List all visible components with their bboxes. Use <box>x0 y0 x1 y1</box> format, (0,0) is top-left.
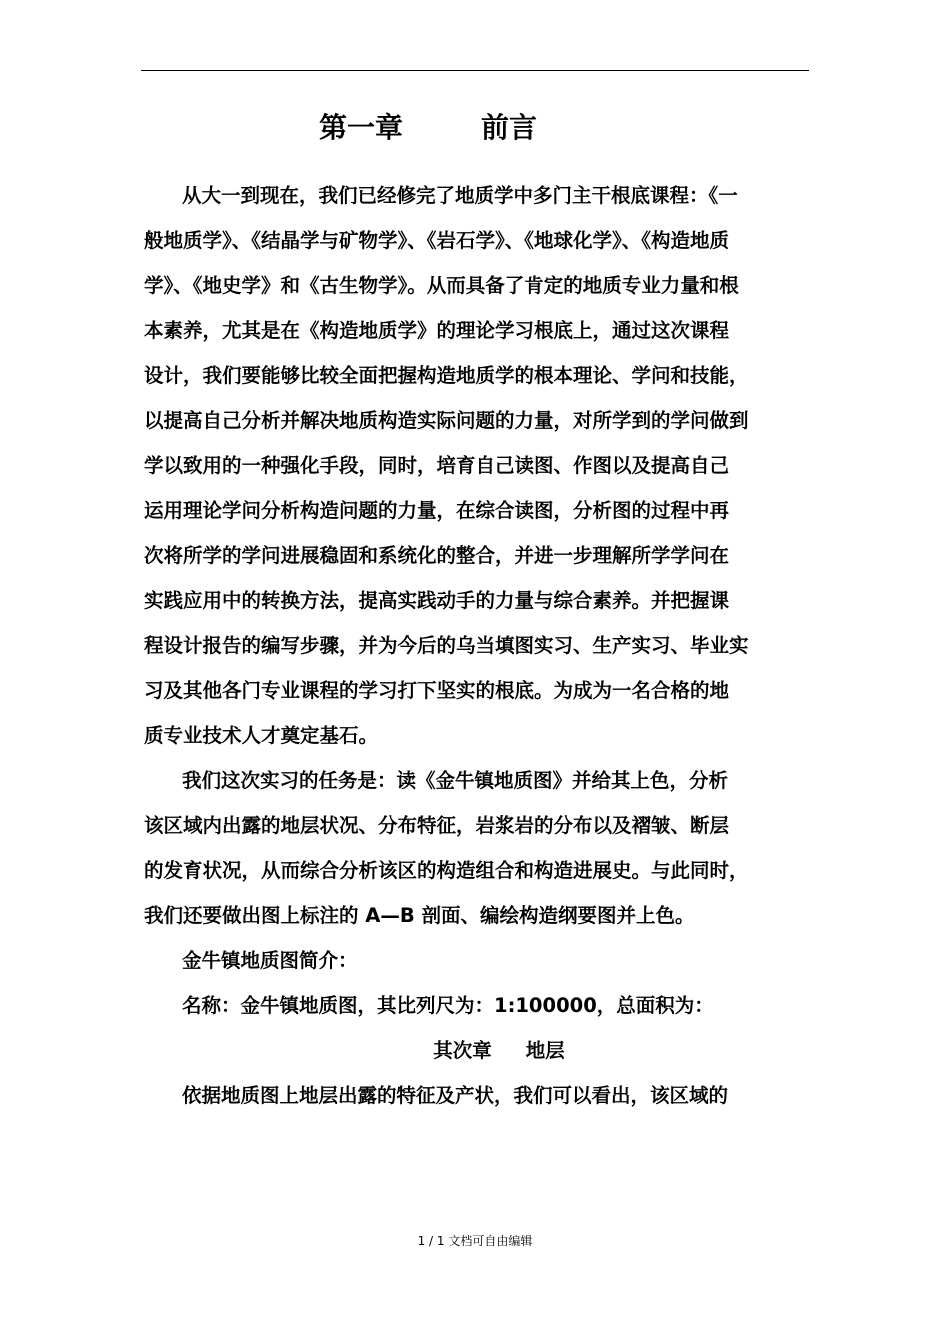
header-rule <box>141 70 809 71</box>
paragraph-strata: 依据地质图上地层出露的特征及产状，我们可以看出，该区域的 <box>182 1084 729 1107</box>
text-line: 程设计报告的编写步骤，并为今后的乌当填图实习、生产实习、毕业实 <box>144 634 749 657</box>
chapter-2-title: 其次章 地层 <box>433 1039 565 1062</box>
chapter-title: 第一章 前言 <box>319 111 537 144</box>
paragraph-task <box>144 758 816 938</box>
text-line: 般地质学》、《结晶学与矿物学》、《岩石学》、《地球化学》、《构造地质 <box>144 229 730 252</box>
text-line: 学》、《地史学》和《古生物学》。从而具备了肯定的地质专业力量和根 <box>144 274 739 297</box>
text-line: 从大一到现在，我们已经修完了地质学中多门主干根底课程：《一 <box>182 184 738 207</box>
paragraph-intro <box>144 173 816 758</box>
page-footer: 1 / 1 文档可自由编辑 <box>417 1234 533 1248</box>
intro-heading: 金牛镇地质图简介： <box>182 949 358 972</box>
text-line: 习及其他各门专业课程的学习打下坚实的根底。为成为一名合格的地 <box>144 679 730 702</box>
text-line: 以提高自己分析并解决地质构造实际问题的力量，对所学到的学问做到 <box>144 409 749 432</box>
text-line: 质专业技术人才奠定基石。 <box>144 724 379 747</box>
text-line: 的发育状况，从而综合分析该区的构造组合和构造进展史。与此同时， <box>144 859 749 882</box>
text-line: 学以致用的一种强化手段，同时，培育自己读图、作图以及提高自己 <box>144 454 730 477</box>
text-line: 本素养，尤其是在《构造地质学》的理论学习根底上，通过这次课程 <box>144 319 730 342</box>
text-line: 实践应用中的转换方法，提高实践动手的力量与综合素养。并把握课 <box>144 589 730 612</box>
document-body <box>144 173 816 1118</box>
text-line: 我们这次实习的任务是：读《金牛镇地质图》并给其上色，分析 <box>182 769 729 792</box>
text-line: 运用理论学问分析构造问题的力量，在综合读图，分析图的过程中再 <box>144 499 730 522</box>
text-line: 我们还要做出图上标注的 A—B 剖面、编绘构造纲要图并上色。 <box>144 904 695 927</box>
text-line: 该区域内出露的地层状况、分布特征，岩浆岩的分布以及褶皱、断层 <box>144 814 730 837</box>
text-line: 次将所学的学问进展稳固和系统化的整合，并进一步理解所学学问在 <box>144 544 730 567</box>
text-line: 设计，我们要能够比较全面把握构造地质学的根本理论、学问和技能， <box>144 364 749 387</box>
intro-line: 名称：金牛镇地质图，其比列尺为：1:100000，总面积为： <box>182 994 714 1017</box>
